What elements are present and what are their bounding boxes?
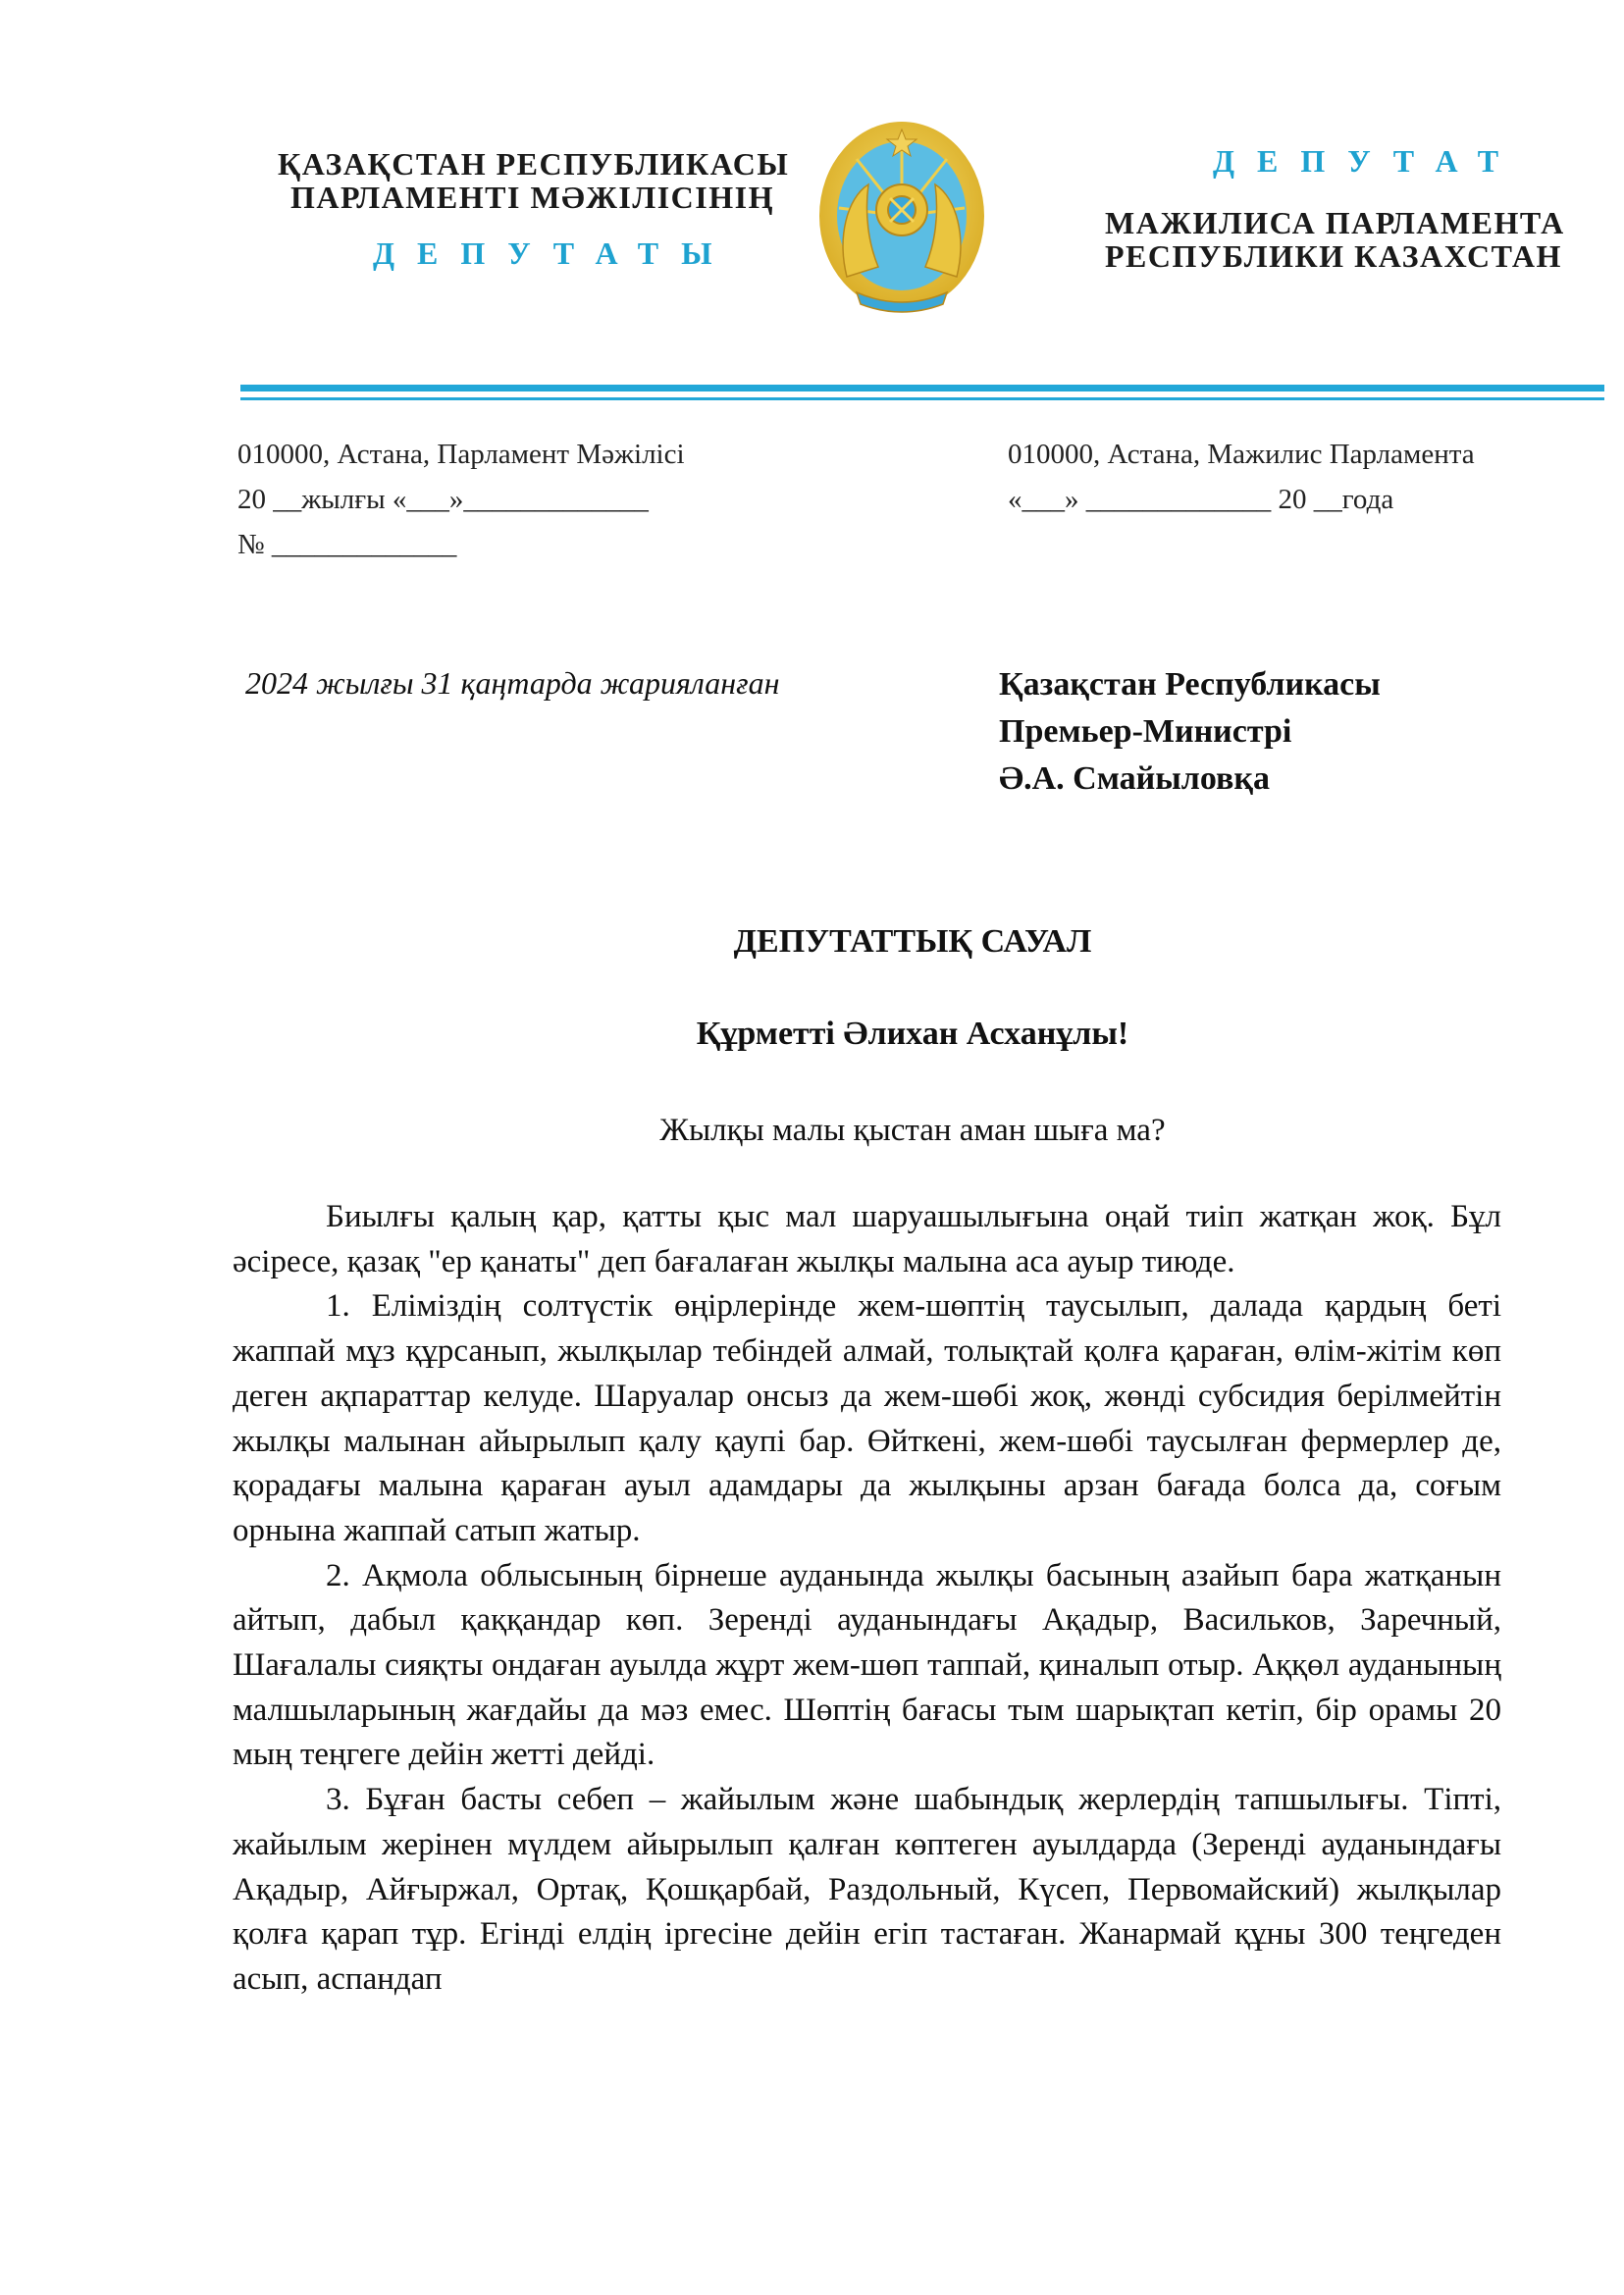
address-left-line2: 20 __жылғы «___»_____________	[237, 484, 649, 515]
address-left	[237, 432, 826, 567]
header-divider	[240, 385, 1604, 391]
greeting: Құрметті Әлихан Асханұлы!	[696, 1016, 1129, 1052]
address-right-line2: «___» _____________ 20 __года	[1008, 484, 1394, 515]
addressee-line1: Қазақстан Республикасы	[999, 666, 1381, 703]
header-left-line1: ҚАЗАҚСТАН РЕСПУБЛИКАСЫ	[278, 146, 790, 182]
body-paragraph-1: 1. Еліміздің солтүстік өңірлерінде жем-шөптің таусылып, далада қардың беті жаппай мұз құрсанып, жылқылар тебіндей алмай, толықтай қолға қараған, өлім-жітім көп деген ақпараттар келуде. Шаруалар онсыз да жем-шөбі жоқ, жөнді субсидия берілмейтін жылқы малынан айырылып қалу қаупі бар. Өйткені, жем-шөбі таусылған фермерлер де, қорадағы малына қараған ауыл адамдары да жылқыны арзан бағада болса да, соғым орнына жаппай сатып жатыр.	[233, 1288, 1501, 1548]
publication-date: 2024 жылғы 31 қаңтарда жарияланған	[245, 665, 780, 701]
address-left-line3: № _____________	[237, 529, 457, 560]
header-left-title: ДЕПУТАТЫ	[373, 235, 735, 271]
subject-line: Жылқы малы қыстан аман шыға ма?	[659, 1113, 1166, 1148]
body-paragraph-intro: Биылғы қалың қар, қатты қыс мал шаруашылығына оңай тиіп жатқан жоқ. Бұл әсіресе, қазақ "ер қанаты" деп бағалаған жылқы малына аса ауыр тиюде.	[233, 1199, 1501, 1279]
addressee-line3: Ә.А. Смайыловқа	[999, 760, 1270, 797]
address-right-line1: 010000, Астана, Мажилис Парламента	[1008, 439, 1475, 470]
header-divider-thin	[240, 397, 1604, 400]
address-left-line1: 010000, Астана, Парламент Мәжілісі	[237, 439, 685, 470]
document-title: ДЕПУТАТТЫҚ САУАЛ	[733, 923, 1092, 960]
header-right-line1: МАЖИЛИСА ПАРЛАМЕНТА	[1105, 205, 1565, 240]
header-right-line2: РЕСПУБЛИКИ КАЗАХСТАН	[1105, 238, 1562, 274]
body-paragraph-2: 2. Ақмола облысының бірнеше ауданында жылқы басының азайып бара жатқанын айтып, дабыл қаққандар көп. Зеренді ауданындағы Ақадыр, Васильков, Заречный, Шағалалы сияқты ондаған ауылда жұрт жем-шөп таппай, қиналып отыр. Аққөл ауданының малшыларының жағдайы да мәз емес. Шөптің бағасы тым шарықтап кетіп, бір орамы 20 мың теңгеге дейін жетті дейді.	[233, 1557, 1501, 1773]
state-emblem-icon	[817, 120, 986, 318]
address-right	[1008, 432, 1606, 522]
header-right-title: ДЕПУТАТ	[1213, 143, 1522, 179]
body-text	[233, 1195, 1501, 2165]
body-paragraph-3: 3. Бұған басты себеп – жайылым және шабындық жерлердің тапшылығы. Тіпті, жайылым жерінен мүлдем айырылып қалған көптеген ауылдарда (Зеренді ауданындағы Ақадыр, Айғыржал, Ортақ, Қошқарбай, Раздольный, Күсеп, Первомайский) жылқылар қолға қарап тұр. Егінді елдің іргесіне дейін егіп тастаған. Жанармай құны 300 теңгеден асып, аспандап	[233, 1782, 1501, 1997]
addressee	[999, 661, 1381, 803]
header-left-line2: ПАРЛАМЕНТІ МӘЖІЛІСІНІҢ	[290, 180, 774, 215]
addressee-line2: Премьер-Министрі	[999, 713, 1292, 750]
